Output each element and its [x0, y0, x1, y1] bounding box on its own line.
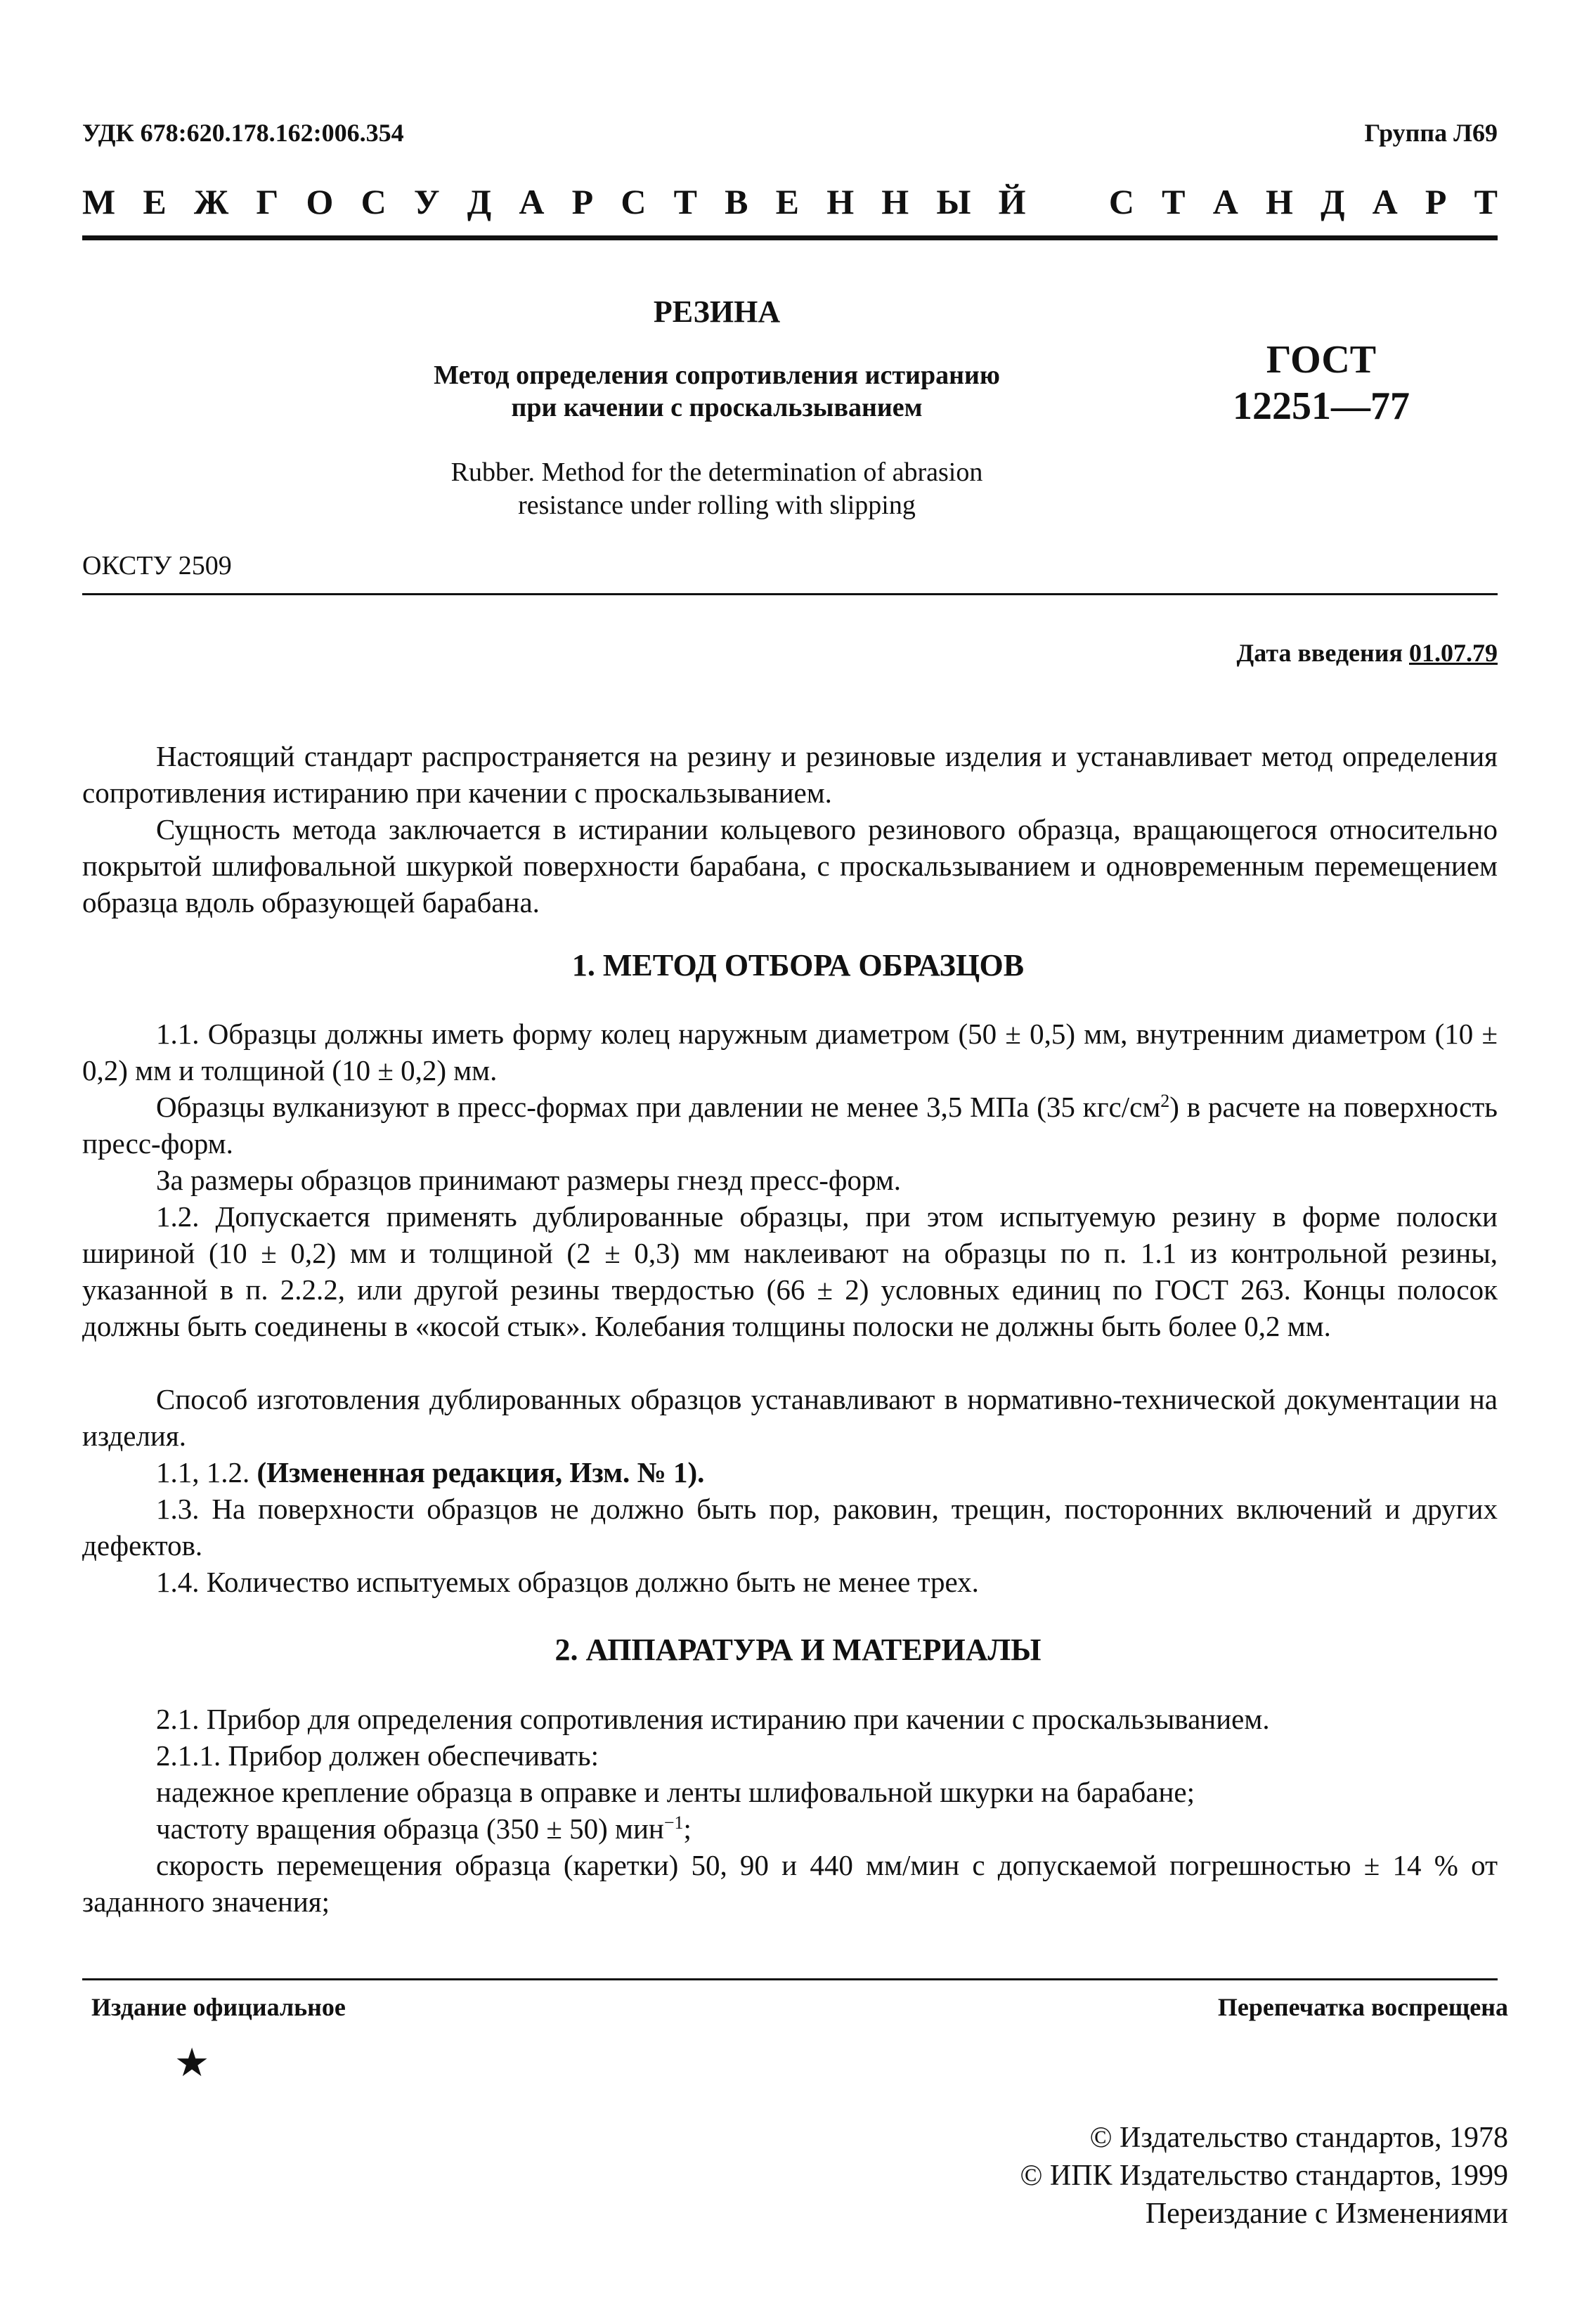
clause-2-1: 2.1. Прибор для определения сопротивления истиранию при качении с проскальзыванием.	[156, 1703, 1270, 1735]
standard-type-banner	[82, 184, 1498, 219]
banner-letter: Т	[1162, 182, 1186, 221]
okstu-code: ОКСТУ 2509	[82, 551, 232, 580]
banner-letter: А	[519, 182, 545, 221]
copyright-1999: © ИПК Издательство стандартов, 1999	[1020, 2160, 1508, 2192]
footer-rule	[82, 1978, 1498, 1980]
banner-letter: В	[725, 182, 748, 221]
banner-letter: У	[413, 182, 440, 221]
banner-letter: Т	[1474, 182, 1498, 221]
doc-title: РЕЗИНА	[653, 294, 781, 329]
intro-paragraph-2: Сущность метода заключается в истирании кольцевого резинового образца, вращающегося относительно покрытой шлифовальной шкуркой поверхности барабана, с проскальзыванием и одновременным перемещением образца вдоль образующей барабана.	[82, 813, 1498, 919]
banner-letter: Н	[1265, 182, 1293, 221]
banner-letter: А	[1212, 182, 1238, 221]
effective-date-label: Дата введения	[1236, 639, 1403, 667]
reprint-prohibited-note: Перепечатка воспрещена	[1217, 1993, 1508, 2021]
gost-number: 12251—77	[1233, 384, 1410, 428]
banner-letter: О	[306, 182, 334, 221]
clause-1-4: 1.4. Количество испытуемых образцов должно быть не менее трех.	[156, 1566, 979, 1598]
banner-letter: Ы	[936, 182, 971, 221]
doc-title-en-line1: Rubber. Method for the determination of abrasion	[450, 458, 983, 487]
intro-paragraph-1: Настоящий стандарт распространяется на резину и резиновые изделия и устанавливает метод определения сопротивления истиранию при качении с проскальзыванием.	[82, 740, 1498, 809]
rotation-text-a: частоту вращения образца (350 ± 50) мин	[156, 1812, 664, 1845]
effective-date-value: 01.07.79	[1409, 639, 1498, 667]
banner-letter: Д	[1321, 182, 1345, 221]
clause-2-1-1: 2.1.1. Прибор должен обеспечивать:	[156, 1739, 599, 1772]
doc-subtitle-line2: при качении с проскальзыванием	[511, 393, 923, 422]
gost-label: ГОСТ	[1266, 338, 1377, 382]
banner-letter: М	[82, 182, 116, 221]
banner-letter: Н	[881, 182, 909, 221]
header-rule	[82, 235, 1498, 240]
copyright-1978: © Издательство стандартов, 1978	[1089, 2122, 1508, 2154]
banner-letter: С	[621, 182, 647, 221]
requirement-rotation	[82, 1810, 1498, 1847]
clause-1-1: 1.1. Образцы должны иметь форму колец наружным диаметром (50 ± 0,5) мм, внутренним диаметром (10 ± 0,2) мм и толщиной (10 ± 0,2) мм.	[82, 1018, 1498, 1086]
banner-letter	[1053, 184, 1082, 219]
udk-code: УДК 678:620.178.162:006.354	[82, 119, 404, 147]
rotation-superscript: −1	[663, 1812, 684, 1833]
rotation-text-b: ;	[683, 1812, 692, 1845]
banner-letter: Г	[256, 182, 279, 221]
clause-amendment	[82, 1454, 1498, 1491]
doc-subtitle-line1: Метод определения сопротивления истиранию	[434, 361, 1000, 390]
banner-letter: Е	[775, 182, 800, 221]
reissue-note: Переиздание с Изменениями	[1145, 2198, 1508, 2230]
banner-letter: А	[1372, 182, 1398, 221]
clause-duplicate-method: Способ изготовления дублированных образцов устанавливают в нормативно-технической документации на изделия.	[82, 1383, 1498, 1452]
title-rule	[82, 593, 1498, 595]
banner-letter: Н	[826, 182, 855, 221]
group-code: Группа Л69	[1364, 119, 1498, 147]
banner-letter: Д	[467, 182, 492, 221]
vulcanization-text-b: ) в расчете на поверхность пресс-форм.	[82, 1091, 1498, 1160]
clause-sample-sizes: За размеры образцов принимают размеры гнезд пресс-форм.	[156, 1164, 902, 1196]
banner-letter: Т	[673, 182, 697, 221]
clause-1-2: 1.2. Допускается применять дублированные образцы, при этом испытуемую резину в форме полоски шириной (10 ± 0,2) мм и толщиной (2 ± 0,3) мм наклеивают на образцы по п. 1.1 из контрольной резины, указанной в п. 2.2.2, или другой резины твердостью (66 ± 2) условных единиц по ГОСТ 263. Концы полосок должны быть соединены в «косой стык». Колебания толщины полоски не должны быть более 0,2 мм.	[82, 1200, 1498, 1342]
banner-letter: Р	[571, 182, 594, 221]
official-edition-note: Издание официальное	[91, 1993, 346, 2021]
banner-letter: Ж	[193, 182, 229, 221]
section-1-heading: 1. МЕТОД ОТБОРА ОБРАЗЦОВ	[571, 948, 1025, 982]
vulcanization-text-a: Образцы вулканизуют в пресс-формах при давлении не менее 3,5 МПа (35 кгс/см	[156, 1091, 1161, 1123]
requirement-carriage-speed: скорость перемещения образца (каретки) 50, 90 и 440 мм/мин с допускаемой погрешностью ± 14 % от заданного значения;	[82, 1849, 1498, 1918]
star-icon: ★	[174, 2042, 210, 2085]
amendment-prefix: 1.1, 1.2.	[156, 1456, 250, 1488]
vulcanization-superscript: 2	[1160, 1091, 1170, 1111]
banner-letter: Е	[143, 182, 167, 221]
clause-vulcanization	[82, 1089, 1498, 1162]
banner-letter: Й	[998, 182, 1026, 221]
doc-title-en-line2: resistance under rolling with slipping	[518, 491, 916, 520]
clause-1-3: 1.3. На поверхности образцов не должно быть пор, раковин, трещин, посторонних включений и других дефектов.	[82, 1493, 1498, 1562]
amendment-note: (Измененная редакция, Изм. № 1).	[257, 1456, 705, 1488]
banner-letter: С	[1108, 182, 1134, 221]
requirement-mounting: надежное крепление образца в оправке и ленты шлифовальной шкурки на барабане;	[156, 1776, 1195, 1808]
section-2-heading: 2. АППАРАТУРА И МАТЕРИАЛЫ	[554, 1633, 1042, 1667]
effective-date	[1237, 638, 1498, 668]
banner-letter: Р	[1425, 182, 1447, 221]
banner-letter: С	[361, 182, 387, 221]
